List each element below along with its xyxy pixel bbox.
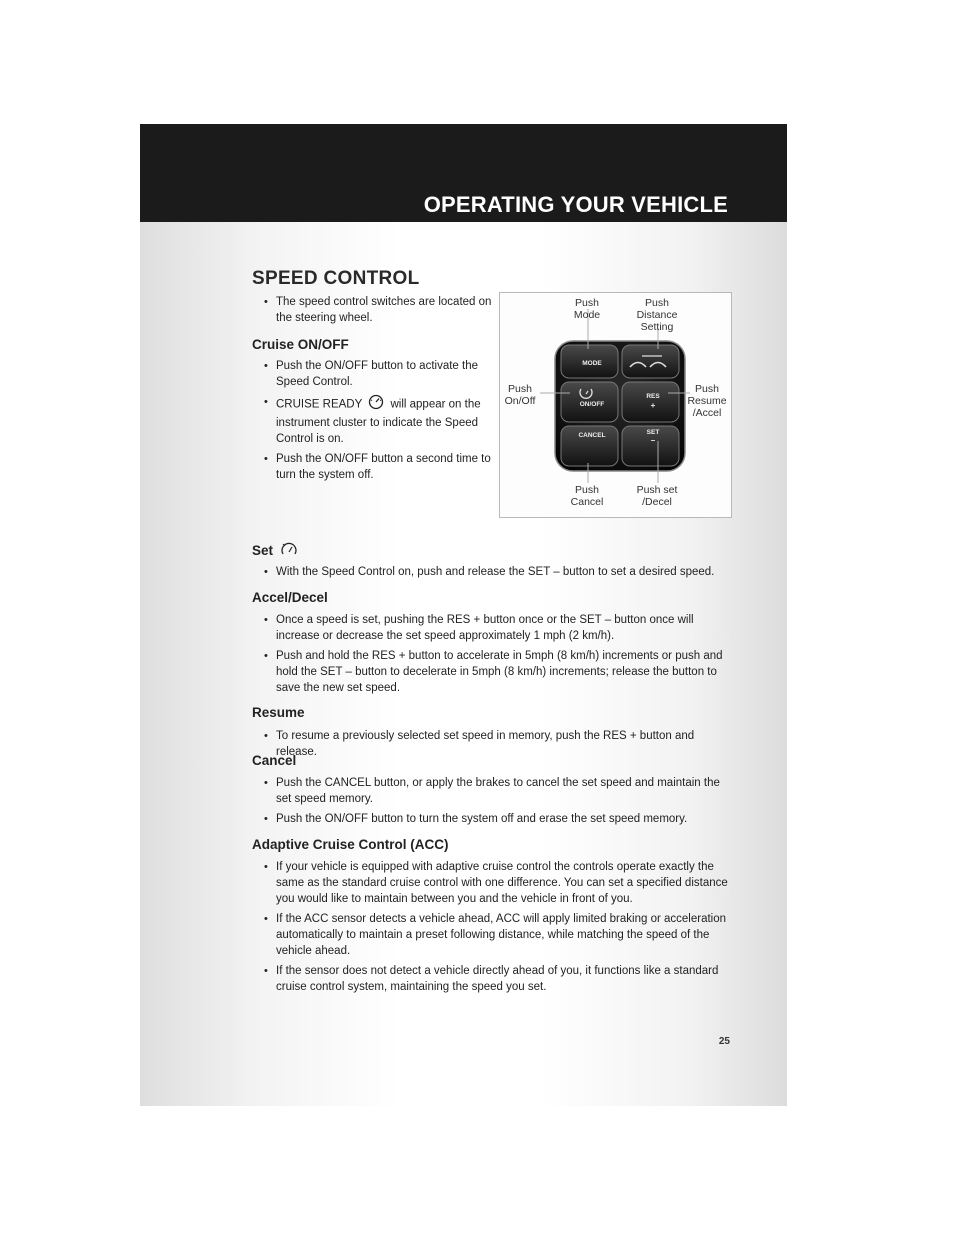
label-push-set: Push set /Decel (636, 484, 678, 508)
set-heading-text: Set (252, 543, 274, 559)
manual-page (140, 124, 787, 1106)
cruise-ready-text: CRUISE READY (276, 398, 363, 411)
list-item: • Once a speed is set, pushing the RES + button once or the SET – button once will increase or decrease the set speed approximately 1 mph (2 km/h). (252, 612, 732, 644)
acc-heading: Adaptive Cruise Control (ACC) (252, 837, 449, 852)
header-title: OPERATING YOUR VEHICLE (423, 192, 728, 217)
cancel-list (252, 775, 732, 831)
cruise-onoff-list (252, 358, 492, 487)
intro-list (252, 294, 492, 330)
label-push-distance: Push Distance Setting (636, 297, 678, 333)
set-button: SET (646, 429, 660, 436)
speed-control-switch-figure (499, 292, 732, 518)
list-item: • Push and hold the RES + button to accelerate in 5mph (8 km/h) increments or push and hold the SET – button to decelerate in 5mph (8 km/h) increments; release the button to save the new set speed. (252, 648, 732, 696)
list-item: • Push the CANCEL button, or apply the brakes to cancel the set speed and maintain the set speed memory. (252, 775, 732, 807)
section-title: SPEED CONTROL (252, 268, 420, 289)
list-item: • Push the ON/OFF button a second time to turn the system off. (252, 451, 492, 483)
list-item: • Push the ON/OFF button to activate the Speed Control. (252, 358, 492, 390)
list-item: • With the Speed Control on, push and release the SET – button to set a desired speed. (252, 564, 732, 580)
list-item: • The speed control switches are located on the steering wheel. (252, 294, 492, 326)
mode-button: MODE (582, 360, 602, 367)
cruise-onoff-heading: Cruise ON/OFF (252, 337, 349, 352)
cancel-button: CANCEL (578, 432, 606, 439)
res-button: RES (646, 393, 660, 400)
acc-list (252, 859, 732, 999)
label-push-onoff: Push On/Off (504, 383, 536, 407)
list-item: • If your vehicle is equipped with adaptive cruise control the controls operate exactly the same as the standard cruise control with one difference. You can set a specified distance you would like to maintain between you and the vehicle in front of you. (252, 859, 732, 907)
resume-list (252, 728, 732, 764)
label-push-cancel: Push Cancel (570, 484, 604, 508)
list-item: • If the ACC sensor detects a vehicle ahead, ACC will apply limited braking or acceleration automatically to maintain a preset following distance, while matching the speed of the vehicle ahead. (252, 911, 732, 959)
speedometer-icon (365, 394, 387, 415)
list-item: • To resume a previously selected set speed in memory, push the RES + button and release. (252, 728, 732, 760)
list-item: • If the sensor does not detect a vehicle directly ahead of you, it functions like a standard cruise control system, maintaining the speed you set. (252, 963, 732, 995)
label-push-resume: Push Resume /Accel (687, 383, 727, 419)
list-item (252, 394, 492, 447)
set-minus: – (650, 436, 656, 445)
page-header (140, 124, 787, 222)
res-plus: + (650, 401, 656, 410)
cruise-ready-suffix: will appear on the instrument cluster to indicate the Speed Control is on. (276, 398, 481, 445)
resume-heading: Resume (252, 705, 305, 720)
onoff-button: ON/OFF (579, 401, 605, 408)
label-push-mode: Push Mode (573, 297, 601, 321)
set-speed-icon (277, 542, 299, 561)
accel-decel-heading: Accel/Decel (252, 590, 328, 605)
set-list (252, 564, 732, 584)
accel-decel-list (252, 612, 732, 700)
set-heading (252, 542, 299, 561)
list-item: • Push the ON/OFF button to turn the system off and erase the set speed memory. (252, 811, 732, 827)
page-number: 25 (718, 1036, 730, 1047)
cancel-heading: Cancel (252, 753, 297, 768)
